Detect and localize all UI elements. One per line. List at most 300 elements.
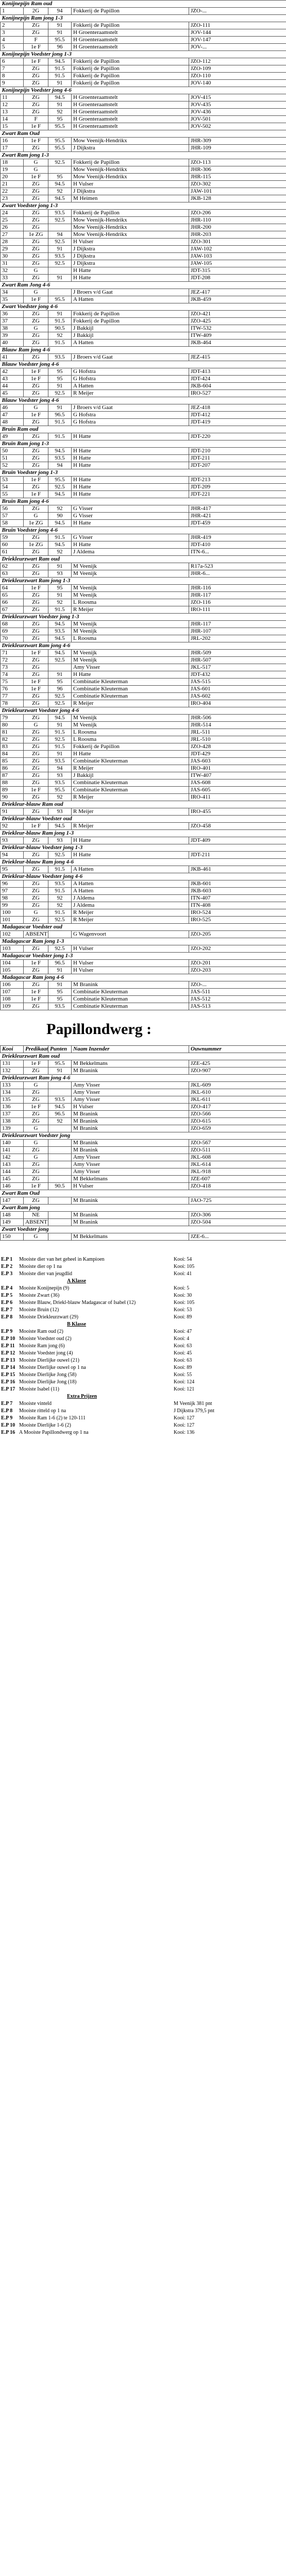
ring-number: JZO-...	[189, 8, 286, 15]
prize-winner: Kooi: 105	[174, 1300, 195, 1306]
exhibitor-name: M Heimen	[72, 195, 189, 202]
table-row	[1, 541, 286, 549]
cage-number: 99	[1, 902, 24, 909]
cage-number: 59	[1, 534, 24, 541]
ring-number: IRO-455	[189, 808, 286, 816]
cage-number: 88	[1, 779, 24, 787]
points: 92.5	[48, 852, 72, 859]
section-heading: Blauw Voedster jong 4-6	[1, 397, 286, 404]
exhibitor-name: H Hatte	[72, 541, 189, 549]
section-heading-row	[1, 859, 286, 866]
predicate: ZG	[24, 606, 48, 614]
cage-number: 104	[1, 960, 24, 967]
ring-number: JHR-417	[189, 505, 286, 513]
table-row	[1, 520, 286, 527]
section-heading: Konijnepijn Voedster jong 4-6	[1, 87, 286, 94]
table-row	[1, 44, 286, 51]
exhibitor-name: H Vulser	[72, 1183, 189, 1190]
ring-number: JHR-507	[189, 657, 286, 664]
points: 93.5	[48, 880, 72, 888]
predicate: G	[24, 1082, 48, 1089]
table-row	[1, 354, 286, 361]
points: 92.5	[48, 700, 72, 707]
ring-number: JEZ-417	[189, 289, 286, 296]
predicate: G	[24, 267, 48, 275]
points: 91	[48, 383, 72, 390]
exhibitor-name: M Veenijk	[72, 570, 189, 578]
cage-number: 41	[1, 354, 24, 361]
exhibitor-name: A Hatten	[72, 888, 189, 895]
predicate: ZG	[24, 981, 48, 989]
cage-number: 82	[1, 736, 24, 743]
prize-description: Mooiste Dierlijke 1-6 (2)	[19, 1422, 71, 1428]
cage-number: 55	[1, 491, 24, 498]
ring-number: JOV-435	[189, 101, 286, 109]
ring-number: JDT-208	[189, 275, 286, 282]
section-heading: Bruin Voedster jong 4-6	[1, 527, 286, 534]
predicate: 1e ZG	[24, 520, 48, 527]
predicate: ZG	[24, 657, 48, 664]
predicate: ZG	[24, 462, 48, 469]
ring-number: JHR-109	[189, 145, 286, 152]
exhibitor-name: Fokkerij de Papillon	[72, 80, 189, 87]
ring-number: JZO-202	[189, 945, 286, 953]
prize-winner: M Veenijk 381 pnt	[174, 1401, 212, 1406]
legend-heading: B Klasse	[67, 1321, 86, 1327]
ring-number: JOV-144	[189, 29, 286, 37]
predicate: ZG	[24, 592, 48, 599]
points: 93.5	[48, 210, 72, 217]
exhibitor-name: R Meijer	[72, 765, 189, 772]
ring-number: JZO-417	[189, 1104, 286, 1111]
section-heading: Driekleurzwart Ram jong 4-6	[1, 642, 286, 650]
table-row	[1, 390, 286, 397]
section-heading-row	[1, 51, 286, 58]
section-heading: Driekleurzwart Ram oud	[1, 1053, 286, 1060]
cage-number: 96	[1, 880, 24, 888]
legend-row	[0, 1364, 286, 1371]
section-heading-row	[1, 527, 286, 534]
cage-number: 140	[1, 1140, 24, 1147]
table-row	[1, 217, 286, 224]
predicate: ZG	[24, 563, 48, 570]
cage-number: 44	[1, 383, 24, 390]
cage-number: 47	[1, 412, 24, 419]
ring-number: IRO-524	[189, 909, 286, 917]
cage-number: 80	[1, 722, 24, 729]
legend-row	[0, 1292, 286, 1299]
predicate: G	[24, 1233, 48, 1241]
predicate: ZG	[24, 80, 48, 87]
section-heading-row	[1, 974, 286, 981]
points: 91.5	[48, 433, 72, 440]
predicate: ZG	[24, 599, 48, 606]
cage-number: 73	[1, 664, 24, 671]
cage-number: 28	[1, 239, 24, 246]
points	[48, 1212, 72, 1219]
ring-number: JZO-201	[189, 960, 286, 967]
predicate: 1e F	[24, 412, 48, 419]
prize-code: E.P 13	[1, 1358, 15, 1363]
prize-code: E.P 2	[1, 1264, 13, 1269]
exhibitor-name: Mow Veenijk-Hendrikx	[72, 217, 189, 224]
prize-winner: Kooi: 4	[174, 1336, 190, 1342]
section-heading: Driekleurzwart Ram jong 1-3	[1, 578, 286, 585]
exhibitor-name: M Veenijk	[72, 722, 189, 729]
points	[48, 1147, 72, 1154]
exhibitor-name: M Branink	[72, 1219, 189, 1226]
table-row	[1, 368, 286, 376]
predicate: ZG	[24, 794, 48, 801]
predicate: ZG	[24, 549, 48, 556]
ring-number: JHR-200	[189, 224, 286, 231]
exhibitor-name: Amy Visser	[72, 1154, 189, 1161]
ring-number: JEZ-418	[189, 404, 286, 412]
predicate: ZG	[24, 880, 48, 888]
points: 92	[48, 794, 72, 801]
cage-number: 150	[1, 1233, 24, 1241]
exhibitor-name: G Hofstra	[72, 419, 189, 426]
points: 95	[48, 376, 72, 383]
cage-number: 149	[1, 1219, 24, 1226]
prize-code: E.P 16	[1, 1430, 15, 1435]
exhibitor-name: H Groenteraamstelt	[72, 94, 189, 101]
cage-number: 87	[1, 772, 24, 779]
ring-number: JDT-213	[189, 477, 286, 484]
exhibitor-name: J Dijkstra	[72, 188, 189, 195]
legend-row	[0, 1335, 286, 1343]
points: 91.5	[48, 73, 72, 80]
section-heading-row	[1, 614, 286, 621]
points: 91	[48, 275, 72, 282]
predicate: ZG	[24, 383, 48, 390]
points	[48, 1140, 72, 1147]
points: 91	[48, 981, 72, 989]
ring-number: JZO-566	[189, 1111, 286, 1118]
ring-number: JZO-203	[189, 967, 286, 974]
points: 93	[48, 837, 72, 844]
table-row	[1, 895, 286, 902]
points: 92	[48, 188, 72, 195]
exhibitor-name: J Dijkstra	[72, 145, 189, 152]
section-title-papillondwerg: Papillondwerg :	[46, 1021, 152, 1038]
ring-number: JHR-419	[189, 534, 286, 541]
predicate: ZG	[24, 1118, 48, 1125]
cage-number: 102	[1, 931, 24, 938]
column-header: Ouwnummer	[189, 1046, 286, 1053]
table-row	[1, 1212, 286, 1219]
points: 94.5	[48, 181, 72, 188]
section-heading-row	[1, 1190, 286, 1197]
table-row	[1, 823, 286, 830]
cage-number: 94	[1, 852, 24, 859]
ring-number: IRO-401	[189, 765, 286, 772]
prize-winner: Kooi: 124	[174, 1379, 195, 1385]
table-row	[1, 787, 286, 794]
predicate: ZG	[24, 534, 48, 541]
points	[48, 1161, 72, 1168]
cage-number: 12	[1, 101, 24, 109]
ring-number: JAW-102	[189, 246, 286, 253]
cage-number: 77	[1, 693, 24, 700]
table-row	[1, 311, 286, 318]
exhibitor-name: A Hatten	[72, 880, 189, 888]
prize-code: E.P 17	[1, 1386, 15, 1392]
cage-number: 68	[1, 621, 24, 628]
points: 93.5	[48, 628, 72, 635]
ring-number: JZO-301	[189, 239, 286, 246]
points: 92	[48, 1118, 72, 1125]
predicate: ZG	[24, 671, 48, 679]
section-heading: Konijnepijn Ram jong 1-3	[1, 15, 286, 22]
exhibitor-name: Fokkerij de Papillon	[72, 73, 189, 80]
legend-row	[0, 1270, 286, 1278]
predicate: ZG	[24, 866, 48, 873]
points: 93.5	[48, 455, 72, 462]
cage-number: 64	[1, 585, 24, 592]
predicate: 1e ZG	[24, 541, 48, 549]
ring-number: JDT-432	[189, 671, 286, 679]
prize-code: E.P 1	[1, 1257, 13, 1262]
points: 90	[48, 513, 72, 520]
section-heading-row	[1, 873, 286, 880]
predicate: ABSENT	[24, 931, 48, 938]
section-heading-row	[1, 152, 286, 159]
prize-winner: Kooi: 63	[174, 1358, 192, 1363]
cage-number: 108	[1, 996, 24, 1003]
predicate: ZG	[24, 1003, 48, 1010]
predicate: G	[24, 159, 48, 166]
ring-number: JAS-601	[189, 686, 286, 693]
section-heading-row	[1, 1075, 286, 1082]
points: 92	[48, 549, 72, 556]
table-row	[1, 448, 286, 455]
ring-number: JDT-211	[189, 852, 286, 859]
table-row	[1, 679, 286, 686]
predicate: 1e F	[24, 376, 48, 383]
ring-number: JZO-659	[189, 1125, 286, 1132]
ring-number: JZO-111	[189, 22, 286, 29]
points: 91	[48, 967, 72, 974]
cage-number: 72	[1, 657, 24, 664]
ring-number: JZO-425	[189, 318, 286, 325]
ring-number: JZO-...	[189, 981, 286, 989]
cage-number: 70	[1, 635, 24, 642]
points: 91.5	[48, 606, 72, 614]
cage-number: 67	[1, 606, 24, 614]
exhibitor-name: R Meijer	[72, 794, 189, 801]
points: 93.5	[48, 1096, 72, 1104]
points: 91	[48, 29, 72, 37]
ring-number: JHR-107	[189, 628, 286, 635]
predicate: 1e F	[24, 174, 48, 181]
section-heading: Bruin Ram jong 1-3	[1, 440, 286, 448]
cage-number: 91	[1, 808, 24, 816]
predicate: G	[24, 325, 48, 332]
cage-number: 34	[1, 289, 24, 296]
exhibitor-name: M Branink	[72, 1197, 189, 1205]
exhibitor-name: L Roosma	[72, 736, 189, 743]
cage-number: 11	[1, 94, 24, 101]
cage-number: 147	[1, 1197, 24, 1205]
exhibitor-name: R Meijer	[72, 390, 189, 397]
predicate: 1e F	[24, 123, 48, 130]
points: 94.5	[48, 635, 72, 642]
prize-code: E.P 15	[1, 1372, 15, 1378]
predicate: G	[24, 1154, 48, 1161]
predicate: ZG	[24, 253, 48, 260]
table-row	[1, 1082, 286, 1089]
table-row	[1, 960, 286, 967]
ring-number: JDT-459	[189, 520, 286, 527]
points: 91	[48, 101, 72, 109]
ring-number: JRL-511	[189, 729, 286, 736]
ring-number: JHR-116	[189, 585, 286, 592]
table-row	[1, 599, 286, 606]
points: 92.5	[48, 693, 72, 700]
cage-number: 103	[1, 945, 24, 953]
table-row	[1, 686, 286, 693]
prize-description: Mooiste Bruin (12)	[19, 1307, 59, 1313]
exhibitor-name: J Broers v/d Gaat	[72, 354, 189, 361]
table-row	[1, 224, 286, 231]
points: 93.5	[48, 779, 72, 787]
predicate: 1e F	[24, 823, 48, 830]
predicate: ZG	[24, 635, 48, 642]
points: 95.5	[48, 123, 72, 130]
exhibitor-name: Mow Veenijk-Hendrikx	[72, 224, 189, 231]
exhibitor-name: R Meijer	[72, 700, 189, 707]
cage-number: 50	[1, 448, 24, 455]
ring-number: JOV-415	[189, 94, 286, 101]
exhibitor-name: Fokkerij de Papillon	[72, 318, 189, 325]
table-row	[1, 880, 286, 888]
prize-code: E.P 9	[1, 1415, 13, 1421]
points: 91	[48, 592, 72, 599]
cage-number: 31	[1, 260, 24, 267]
cage-number: 148	[1, 1212, 24, 1219]
exhibitor-name: H Groenteraamstelt	[72, 44, 189, 51]
exhibitor-name: R Meijer	[72, 808, 189, 816]
points: 92.5	[48, 390, 72, 397]
exhibitor-name: H Hatte	[72, 484, 189, 491]
cage-number: 109	[1, 1003, 24, 1010]
ring-number: R17a-523	[189, 563, 286, 570]
cage-number: 26	[1, 224, 24, 231]
table-row	[1, 246, 286, 253]
exhibitor-name: M Veenijk	[72, 715, 189, 722]
points: 92.5	[48, 917, 72, 924]
exhibitor-name: J Dijkstra	[72, 246, 189, 253]
predicate: ZG	[24, 902, 48, 909]
table-row	[1, 1118, 286, 1125]
table-row	[1, 491, 286, 498]
cage-number: 3	[1, 29, 24, 37]
prize-winner: Kooi: 30	[174, 1293, 192, 1298]
table-row	[1, 260, 286, 267]
ring-number: IRO-525	[189, 917, 286, 924]
legend-row	[0, 1299, 286, 1307]
points: 92	[48, 109, 72, 116]
ring-number: JKL-918	[189, 1168, 286, 1176]
section-heading: Zwart Ram jong	[1, 1205, 286, 1212]
points: 92.5	[48, 484, 72, 491]
points	[48, 1219, 72, 1226]
predicate: ZG	[24, 73, 48, 80]
prize-description: Mooiste Dierlijke Jong (18)	[19, 1379, 77, 1385]
points: 90.5	[48, 325, 72, 332]
ring-number: JKB-461	[189, 866, 286, 873]
points: 92.5	[48, 159, 72, 166]
section-heading: Driekleur-blauw Voedster oud	[1, 816, 286, 823]
table-row	[1, 606, 286, 614]
ring-number: JAO-725	[189, 1197, 286, 1205]
predicate: ZG	[24, 1197, 48, 1205]
exhibitor-name: M Branink	[72, 1067, 189, 1075]
ring-number: JDT-409	[189, 837, 286, 844]
prize-winner: Kooi: 55	[174, 1372, 192, 1378]
cage-number: 6	[1, 58, 24, 65]
table-row	[1, 109, 286, 116]
cage-number: 4	[1, 37, 24, 44]
points: 95.5	[48, 787, 72, 794]
section-heading-row	[1, 1226, 286, 1233]
ring-number: JHR-6...	[189, 570, 286, 578]
ring-number: JAS-603	[189, 758, 286, 765]
prize-description: Mooiste Dierlijke ouwel op 1 na	[19, 1365, 86, 1370]
points: 95	[48, 996, 72, 1003]
section-heading: Zwart Ram jong 1-3	[1, 152, 286, 159]
section-heading-row	[1, 953, 286, 960]
section-heading: Zwart Ram Oud	[1, 1190, 286, 1197]
ring-number: JZE-607	[189, 1176, 286, 1183]
section-heading-row	[1, 1053, 286, 1060]
cage-number: 63	[1, 570, 24, 578]
exhibitor-name: G Visser	[72, 534, 189, 541]
cage-number: 84	[1, 751, 24, 758]
cage-number: 9	[1, 80, 24, 87]
section-heading: Driekleurzwart Voedster jong 4-6	[1, 707, 286, 715]
cage-number: 78	[1, 700, 24, 707]
ring-number: JDT-424	[189, 376, 286, 383]
section-heading-row	[1, 1132, 286, 1140]
points: 95	[48, 368, 72, 376]
table-row	[1, 210, 286, 217]
ring-number: JAS-605	[189, 787, 286, 794]
predicate: ZG	[24, 628, 48, 635]
exhibitor-name: Fokkerij de Papillon	[72, 22, 189, 29]
table-row	[1, 73, 286, 80]
exhibitor-name: H Vulser	[72, 239, 189, 246]
points: 93	[48, 570, 72, 578]
ring-number: JHR-110	[189, 217, 286, 224]
table-row	[1, 635, 286, 642]
cage-number: 92	[1, 823, 24, 830]
section-heading: Driekleur-blauw Ram jong 4-6	[1, 859, 286, 866]
legend-row	[0, 1357, 286, 1364]
table-row	[1, 657, 286, 664]
prize-description: Mooiste Blauw, Driekl-blauw Madagascar of Isabel (12)	[19, 1300, 136, 1306]
points: 93	[48, 772, 72, 779]
exhibitor-name: H Hatte	[72, 520, 189, 527]
ring-number: JRL-202	[189, 635, 286, 642]
points	[48, 1154, 72, 1161]
points: 91	[48, 751, 72, 758]
section-heading-row	[1, 469, 286, 477]
ring-number: JKL-611	[189, 1096, 286, 1104]
section-heading-row	[1, 347, 286, 354]
predicate: ZG	[24, 354, 48, 361]
